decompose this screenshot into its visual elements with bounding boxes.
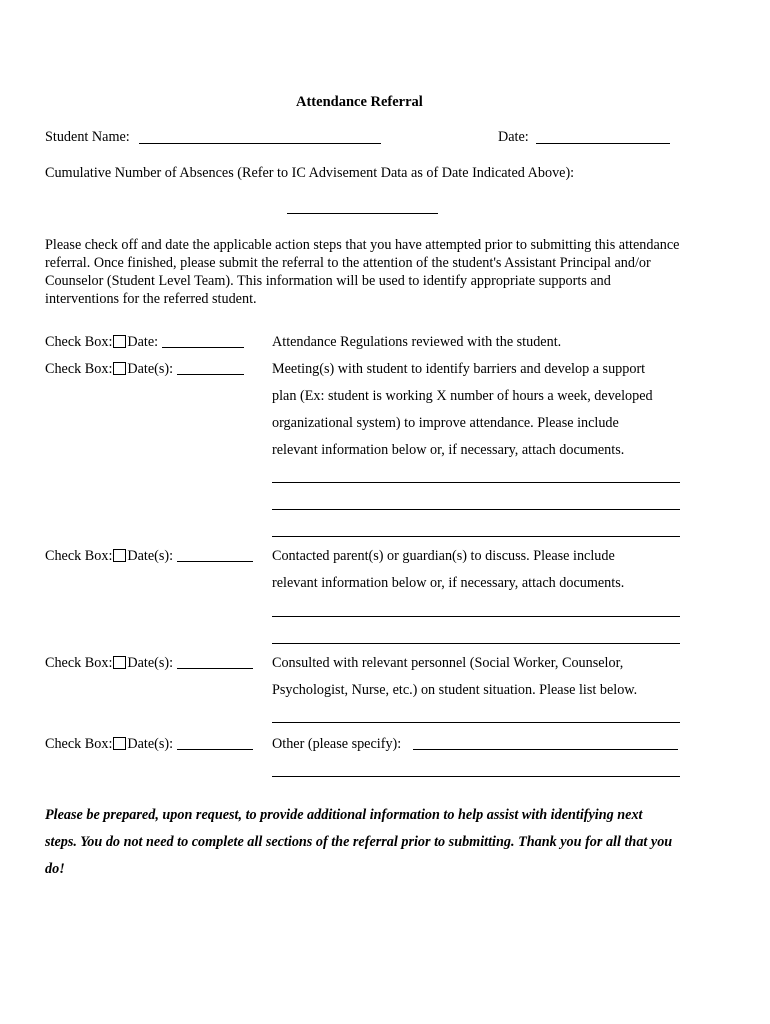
step-4-notes-line-1[interactable] <box>272 722 680 723</box>
student-name-field[interactable] <box>139 143 381 144</box>
step-5-date-label: Date(s): <box>127 736 174 752</box>
step-3-date-field[interactable] <box>177 549 253 562</box>
check-box-label: Check Box: <box>45 736 113 752</box>
closing-note: Please be prepared, upon request, to provide additional information to help assist with identifying next steps. You do not need to complete all sections of the referral prior to submitting. Thank you for all that you do! <box>45 807 673 877</box>
step-5-date-field[interactable] <box>177 737 253 750</box>
step-4-text-line-1: Consulted with relevant personnel (Social Worker, Counselor, <box>272 655 624 671</box>
checkbox-step-4[interactable] <box>113 656 126 669</box>
step-3-text-line-2: relevant information below or, if necessary, attach documents. <box>272 575 625 591</box>
step-3-text-line-1: Contacted parent(s) or guardian(s) to discuss. Please include <box>272 548 615 564</box>
absences-label: Cumulative Number of Absences (Refer to IC Advisement Data as of Date Indicated Above): <box>45 165 575 181</box>
step-2-text-line-1: Meeting(s) with student to identify barriers and develop a support <box>272 361 646 377</box>
step-4-text-line-2: Psychologist, Nurse, etc.) on student situation. Please list below. <box>272 682 638 698</box>
step-2-row <box>45 361 244 378</box>
instructions-text: Please check off and date the applicable action steps that you have attempted prior to submitting this attendance referral. Once finished, please submit the referral to the attention of the student's Assistant Principal and/or Counselor (Student Level Team). This information will be used to identify appropriate supports and interventions for the referred student. <box>45 237 680 307</box>
step-5-row <box>45 736 253 753</box>
step-3-notes-line-2[interactable] <box>272 643 680 644</box>
step-4-date-label: Date(s): <box>127 655 174 671</box>
step-5-specify-field[interactable] <box>413 749 678 750</box>
step-2-text-line-3: organizational system) to improve attendance. Please include <box>272 415 619 431</box>
student-name-label: Student Name: <box>45 129 130 145</box>
date-label: Date: <box>498 129 529 145</box>
date-field[interactable] <box>536 143 670 144</box>
step-2-notes-line-1[interactable] <box>272 482 680 483</box>
checkbox-step-3[interactable] <box>113 549 126 562</box>
step-3-row <box>45 548 253 565</box>
step-5-text: Other (please specify): <box>272 736 402 752</box>
step-1-date-field[interactable] <box>162 335 244 348</box>
step-2-text-line-4: relevant information below or, if necessary, attach documents. <box>272 442 625 458</box>
step-3-notes-line-1[interactable] <box>272 616 680 617</box>
check-box-label: Check Box: <box>45 548 113 564</box>
step-1-text: Attendance Regulations reviewed with the student. <box>272 334 562 350</box>
checkbox-step-1[interactable] <box>113 335 126 348</box>
page-title: Attendance Referral <box>296 94 423 110</box>
check-box-label: Check Box: <box>45 361 113 377</box>
step-2-date-label: Date(s): <box>127 361 174 377</box>
step-4-date-field[interactable] <box>177 656 253 669</box>
step-5-notes-line-1[interactable] <box>272 776 680 777</box>
check-box-label: Check Box: <box>45 334 113 350</box>
step-2-date-field[interactable] <box>177 362 244 375</box>
check-box-label: Check Box: <box>45 655 113 671</box>
step-2-notes-line-2[interactable] <box>272 509 680 510</box>
step-3-date-label: Date(s): <box>127 548 174 564</box>
checkbox-step-5[interactable] <box>113 737 126 750</box>
step-2-notes-line-3[interactable] <box>272 536 680 537</box>
step-1-date-label: Date: <box>127 334 159 350</box>
step-2-text-line-2: plan (Ex: student is working X number of hours a week, developed <box>272 388 653 404</box>
checkbox-step-2[interactable] <box>113 362 126 375</box>
absences-field[interactable] <box>287 213 438 214</box>
step-1-row <box>45 334 244 351</box>
step-4-row <box>45 655 253 672</box>
